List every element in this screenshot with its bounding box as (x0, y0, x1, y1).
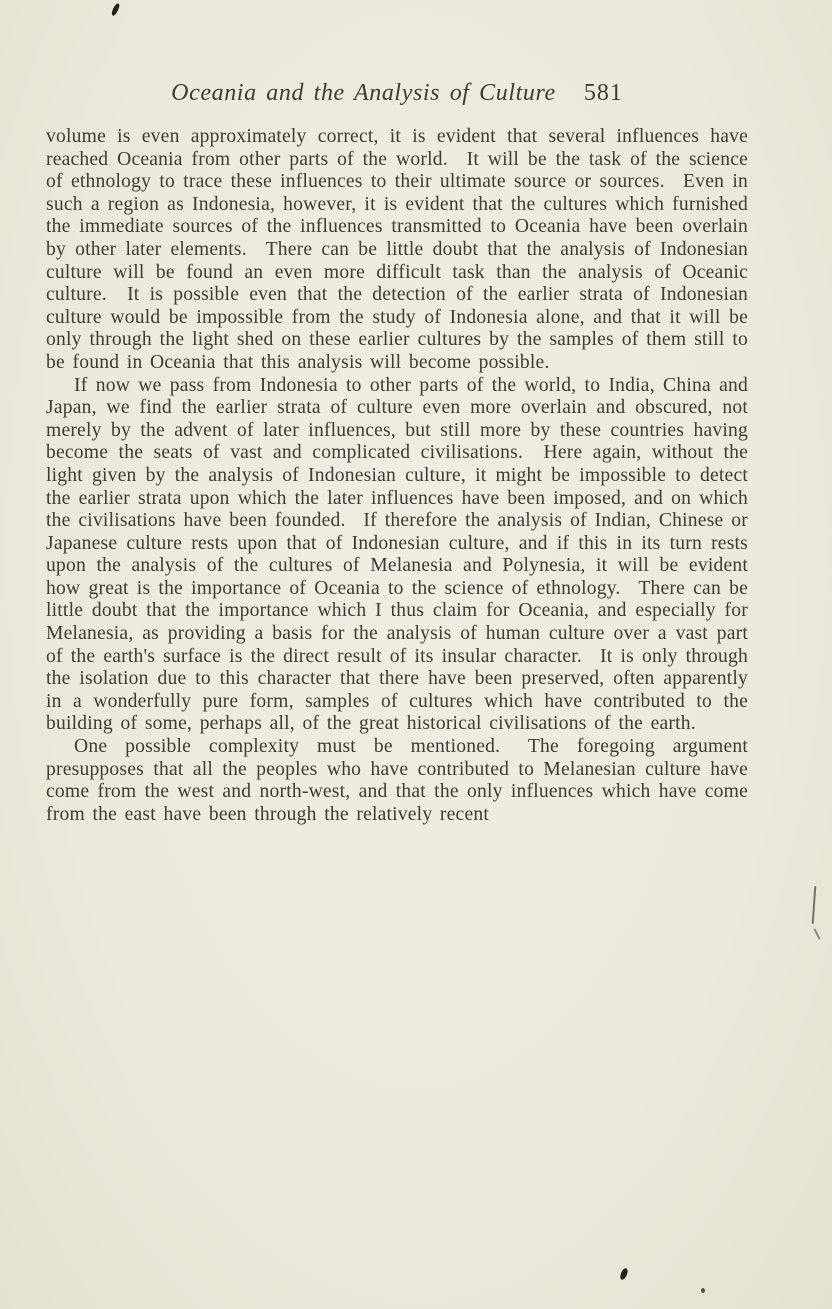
ink-speck-bottom (619, 1267, 628, 1280)
body-paragraph: One possible complexity must be mentioned. The foregoing argument presupposes that all the peoples who have contributed to Melanesian culture have come from the west and north-west, and that the only influences which have come from the east have been through the relatively recent (46, 736, 748, 825)
margin-pencil-tick (813, 928, 820, 940)
page-number: 581 (583, 80, 623, 106)
body-paragraph: volume is even approximately correct, it is evident that several influences have reached Oceania from other parts of the world. It will be the task of the science of ethnology to trace these influences to their ultimate source or sources. Even in such a region as Indonesia, however, it is evident that the cultures which furnished the immediate sources of the influences transmitted to Oceania have been overlain by other later elements. There can be little doubt that the analysis of Indonesian culture will be found an even more difficult task than the analysis of Oceanic culture. It is possible even that the detection of the earlier strata of Indonesian culture would be impossible from the study of Indonesia alone, and that it will be only through the light shed on these earlier cultures by the samples of them still to be found in Oceania that this analysis will become possible. (46, 126, 748, 373)
body-paragraph: If now we pass from Indonesia to other parts of the world, to India, China and Japan, we find the earlier strata of culture even more overlain and obscured, not merely by the advent of later influences, but still more by these countries having become the seats of vast and complicated civilisations. Here again, without the light given by the analysis of Indonesian culture, it might be impossible to detect the earlier strata upon which the later influences have been imposed, and on which the civilisations have been founded. If therefore the analysis of Indian, Chinese or Japanese culture rests upon that of Indonesian culture, and if this in its turn rests upon the analysis of the cultures of Melanesia and Polynesia, it will be evident how great is the importance of Oceania to the science of ethnology. There can be little doubt that the importance which I thus claim for Oceania, and especially for Melanesia, as providing a basis for the analysis of human culture over a vast part of the earth's surface is the direct result of its insular character. It is only through the isolation due to this character that there have been preserved, often apparently in a wonderfully pure form, samples of cultures which have contributed to the building of some, perhaps all, of the great historical civilisations of the earth. (46, 374, 748, 735)
running-head-title: Oceania and the Analysis of Culture (171, 80, 556, 106)
ink-speck-bottom-small (701, 1288, 705, 1293)
margin-pencil-mark (812, 886, 817, 924)
page-header (46, 80, 748, 107)
ink-speck-top (111, 3, 121, 17)
body-text (46, 126, 748, 826)
